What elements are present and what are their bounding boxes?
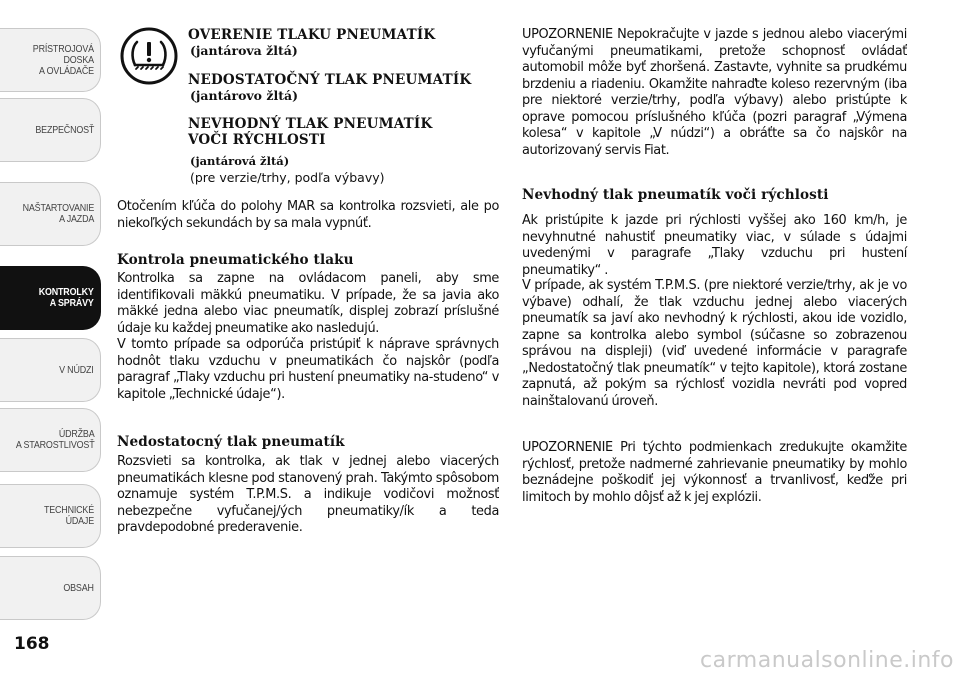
- paragraph-kontrola-1: Kontrolka sa zapne na ovládacom paneli, aby sme identifikovali mäkkú pneumatiku. V prípade, že sa javia ako mäkké jedna alebo viac pneumatík, displej zobrazí príslušné údaje ku každej pneumatike ako nasledujú.: [117, 271, 499, 336]
- indicator-availability: (pre verzie/trhy, podľa výbavy): [190, 170, 385, 185]
- paragraph-nedostatocny: Rozsvieti sa kontrolka, ak tlak v jednej alebo viacerých pneumatikách klesne pod stanovený prah. Takýmto spôsobom oznamuje systém T.P.M.S. a indikuje vodičovi možnosť nebezpečne vyfučanej/ých pneumatiky/ík a teda pravdepodobné prederavenie.: [117, 454, 499, 535]
- heading-nedostatocny: Nedostatocný tlak pneumatík: [117, 434, 345, 450]
- tab-kontrolky-active[interactable]: [0, 266, 101, 330]
- page-number: 168: [14, 634, 50, 654]
- tab-label: TECHNICKÉ ÚDAJE: [43, 504, 94, 527]
- tab-nastartovanie[interactable]: [0, 182, 101, 246]
- indicator-title-overenie: OVERENIE TLAKU PNEUMATÍK: [188, 27, 436, 43]
- paragraph-kontrola-2: V tomto prípade sa odporúča pristúpiť k náprave správnych hodnôt tlaku vzduchu v pneumatikách čo najskôr (podľa paragraf „Tlaky vzduchu pri hustení pneumatiky na-studeno“ v kapitole „Technické údaje“).: [117, 337, 499, 402]
- paragraph-nevhodny-1: Ak pristúpite k jazde pri rýchlosti vyššej ako 160 km/h, je nevyhnutné nahustiť pneumatiky viac, v súlade s údajmi uvedenými v paragrafe „Tlaky vzduchu pri hustení pneumatiky“ .: [522, 213, 907, 278]
- watermark: carmanualsonline.info: [700, 648, 954, 673]
- tab-label: PRÍSTROJOVÁ DOSKA A OVLÁDAČE: [32, 42, 94, 77]
- tab-bezpecnost[interactable]: [0, 98, 101, 162]
- tab-technicke-udaje[interactable]: [0, 484, 101, 548]
- indicator-color-1: (jantárova žltá): [190, 43, 298, 58]
- heading-kontrola: Kontrola pneumatického tlaku: [117, 252, 354, 268]
- tab-label: OBSAH: [63, 581, 94, 594]
- tab-obsah[interactable]: [0, 556, 101, 620]
- indicator-title-nedostatocny: NEDOSTATOČNÝ TLAK PNEUMATÍK: [188, 72, 472, 88]
- warning-paragraph-1: UPOZORNENIE Nepokračujte v jazde s jednou alebo viacerými vyfučanými pneumatikami, pretože schopnosť ovládať automobil môže byť zhoršená. Zastavte, vyhnite sa prudkému brzdeniu a riadeniu. Okamžite nahraďte koleso rezervným (iba pre niektoré verzie/trhy, podľa výbavy) alebo pristúpte k oprave pomocou príslušného kľúča (pozri paragraf „Výmena kolesa“ v kapitole „V núdzi“) a obráťte sa čo najskôr na autorizovaný servis Fiat.: [522, 27, 907, 158]
- tab-label: BEZPEČNOSŤ: [35, 123, 94, 136]
- tab-pristrojova-doska[interactable]: [0, 28, 101, 92]
- tab-udrzba[interactable]: [0, 408, 101, 472]
- heading-nevhodny: Nevhodný tlak pneumatík voči rýchlosti: [522, 187, 829, 203]
- tab-label: V NÚDZI: [59, 363, 94, 376]
- indicator-color-2: (jantárovo žltá): [190, 88, 299, 103]
- tab-label: NAŠTARTOVANIE A JAZDA: [22, 202, 94, 225]
- tab-v-nudzi[interactable]: [0, 338, 101, 402]
- tab-label: ÚDRŽBA A STAROSTLIVOSŤ: [15, 428, 94, 451]
- paragraph-nevhodny-2: V prípade, ak systém T.P.M.S. (pre niektoré verzie/trhy, ak je vo výbave) odhalí, že tlak vzduchu jednej alebo viacerých pneumatík sa javí ako nevhodný k rýchlosti, akou ide vozidlo, zapne sa kontrolka alebo symbol (súčasne so zobrazenou správou na displeji) (viď uvedené informácie v paragrafe „Nedostatočný tlak pneumatík“ v tejto kapitole), ktorá zostane zapnutá, až pokým sa rýchlosť vozidla nevráti pod vopred nainštalovanú úroveň.: [522, 278, 907, 409]
- tab-label: KONTROLKY A SPRÁVY: [39, 286, 94, 309]
- indicator-title-nevhodny: NEVHODNÝ TLAK PNEUMATÍK: [188, 116, 433, 132]
- indicator-title-nevhodny-2: VOČI RÝCHLOSTI: [188, 132, 326, 148]
- warning-paragraph-2: UPOZORNENIE Pri týchto podmienkach zredukujte okamžite rýchlosť, pretože nadmerné zahrievanie pneumatiky by mohlo beznádejne poškodiť jej výkonnosť a trvanlivosť, keďže pri limitoch by mohlo dôjsť až k jej explózii.: [522, 440, 907, 505]
- intro-paragraph: Otočením kľúča do polohy MAR sa kontrolka rozsvieti, ale po niekoľkých sekundách by sa mala vypnúť.: [117, 199, 499, 231]
- tire-pressure-warning-icon: [120, 27, 178, 85]
- indicator-color-3: (jantárová žltá): [190, 154, 290, 168]
